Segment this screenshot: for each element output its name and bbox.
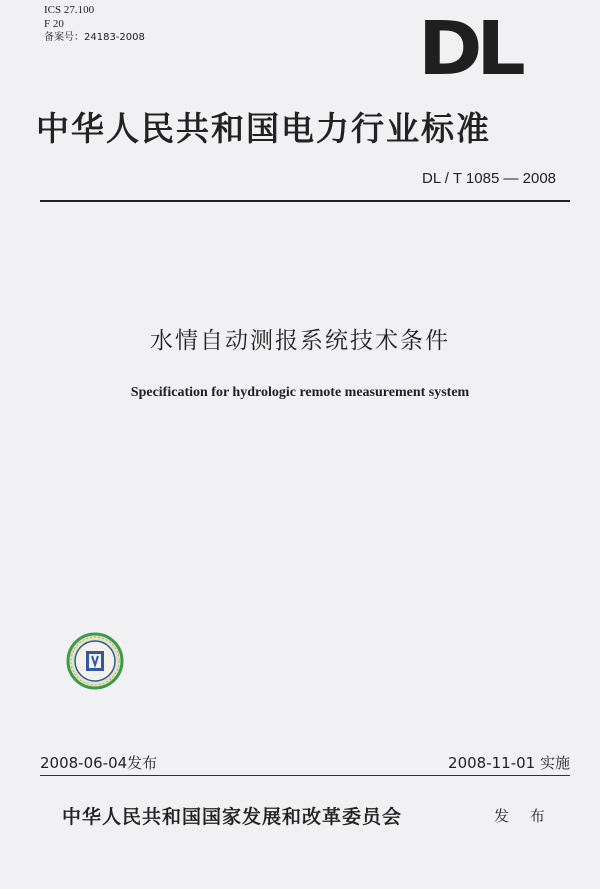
dl-logo: DL — [418, 6, 520, 92]
issue-label: 发 布 — [494, 807, 553, 825]
issuing-authority: 中华人民共和国国家发展和改革委员会 — [62, 806, 403, 828]
header-divider — [40, 200, 570, 202]
publication-date: 2008-06-04发布 — [40, 754, 158, 772]
document-title-en: Specification for hydrologic remote measurement system — [130, 385, 470, 400]
standard-category-title: 中华人民共和国电力行业标准 — [36, 109, 491, 148]
category-code: F 20 — [44, 18, 64, 30]
classification-codes — [44, 3, 145, 45]
footer-divider — [40, 775, 570, 776]
filing-number: 备案号：24183-2008 — [44, 32, 145, 43]
ics-code: ICS 27.100 — [44, 4, 95, 16]
effective-date: 2008-11-01 实施 — [448, 754, 570, 772]
standard-number: DL / T 1085 — 2008 — [422, 170, 556, 187]
certification-seal-icon — [66, 632, 124, 690]
document-title-cn: 水情自动测报系统技术条件 — [150, 328, 450, 354]
